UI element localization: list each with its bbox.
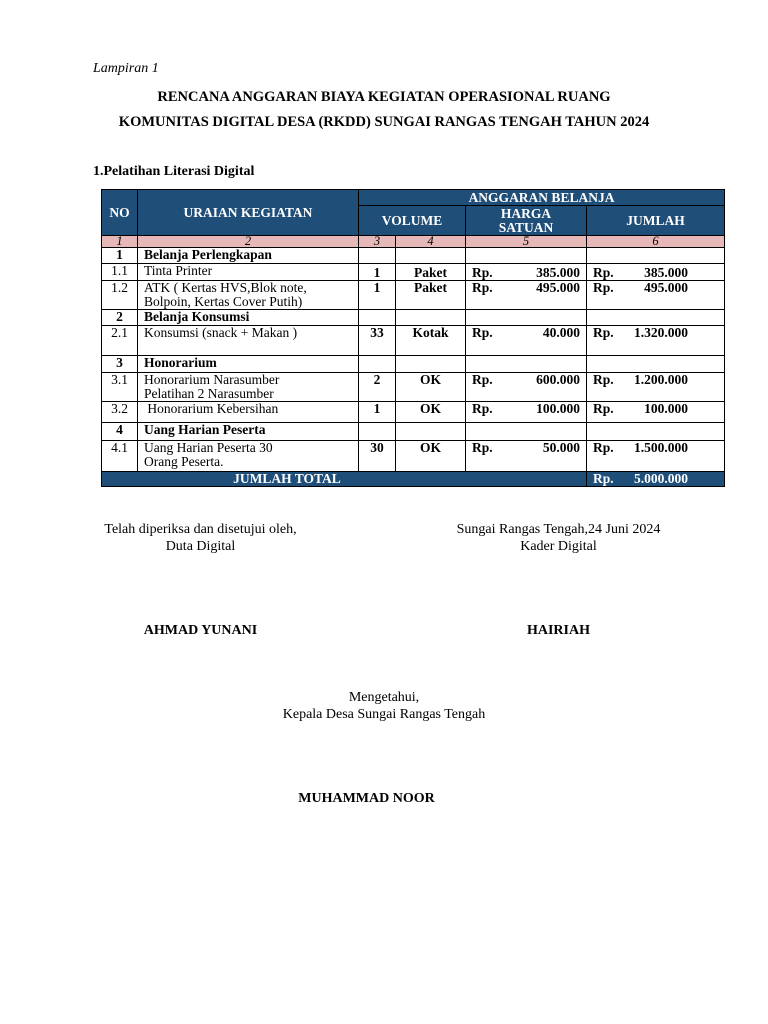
empty-cell [587, 248, 725, 264]
total-row [102, 472, 725, 487]
total-label: JUMLAH TOTAL [102, 472, 587, 487]
row-desc-line: Pelatihan 2 Narasumber [144, 386, 274, 401]
row-total [587, 402, 725, 423]
acknowledgement-text: Mengetahui, [348, 690, 420, 705]
row-desc-line: ATK ( Kertas HVS,Blok note, [144, 280, 307, 295]
signer-name-right: HAIRIAH [526, 623, 590, 638]
place-date: Sungai Rangas Tengah,24 Juni 2024 [456, 522, 661, 537]
row-no: 1.2 [102, 281, 138, 310]
row-no: 4.1 [102, 441, 138, 472]
amount: 40.000 [542, 325, 580, 340]
row-total [587, 281, 725, 310]
row-desc-line: Uang Harian Peserta 30 [144, 440, 273, 455]
header-uraian: URAIAN KEGIATAN [138, 190, 359, 236]
table-row [102, 326, 725, 356]
row-price [466, 402, 587, 423]
empty-cell [359, 423, 396, 441]
table-row [102, 402, 725, 423]
table-row [102, 373, 725, 402]
header-no: NO [102, 190, 138, 236]
row-unit: Kotak [396, 326, 466, 356]
row-price [466, 441, 587, 472]
row-desc: Honorarium Kebersihan [138, 402, 359, 423]
row-price [466, 326, 587, 356]
header-harga-line-1: HARGA [500, 205, 552, 221]
group-label: Uang Harian Peserta [138, 423, 359, 441]
empty-cell [359, 310, 396, 326]
row-unit: Paket [396, 281, 466, 310]
row-no: 1.1 [102, 264, 138, 281]
empty-cell [396, 248, 466, 264]
currency: Rp. [593, 325, 614, 340]
row-no: 3.1 [102, 373, 138, 402]
amount: 100.000 [536, 401, 580, 416]
row-unit: OK [396, 373, 466, 402]
index-cell: 5 [466, 236, 587, 248]
row-no: 3 [102, 356, 138, 373]
amount: 1.320.000 [634, 325, 689, 340]
amount: 1.200.000 [634, 372, 689, 387]
signer-role-right: Kader Digital [520, 539, 597, 554]
row-unit: OK [396, 441, 466, 472]
header-harga-line-2: SATUAN [498, 219, 554, 235]
row-desc [138, 281, 359, 310]
index-cell: 4 [396, 236, 466, 248]
index-cell: 6 [587, 236, 725, 248]
group-label: Honorarium [138, 356, 359, 373]
empty-cell [396, 310, 466, 326]
row-qty: 1 [359, 402, 396, 423]
row-no: 3.2 [102, 402, 138, 423]
acknowledger-role: Kepala Desa Sungai Rangas Tengah [282, 707, 486, 722]
document-title-line-2: KOMUNITAS DIGITAL DESA (RKDD) SUNGAI RANGAS TENGAH TAHUN 2024 [118, 114, 650, 130]
row-total [587, 441, 725, 472]
row-no: 4 [102, 423, 138, 441]
total-value [587, 472, 725, 487]
currency: Rp. [472, 265, 493, 280]
amount: 600.000 [536, 372, 580, 387]
row-qty: 1 [359, 281, 396, 310]
attachment-label: Lampiran 1 [93, 61, 159, 76]
row-total [587, 373, 725, 402]
row-qty: 2 [359, 373, 396, 402]
row-desc-line: Honorarium Narasumber [144, 372, 280, 387]
approval-text: Telah diperiksa dan disetujui oleh, [104, 522, 297, 537]
section-title: 1.Pelatihan Literasi Digital [93, 164, 255, 179]
row-desc-line: Bolpoin, Kertas Cover Putih) [144, 294, 303, 309]
index-cell: 1 [102, 236, 138, 248]
empty-cell [587, 356, 725, 373]
currency: Rp. [472, 401, 493, 416]
table-row [102, 310, 725, 326]
currency: Rp. [472, 372, 493, 387]
currency: Rp. [472, 440, 493, 455]
empty-cell [466, 423, 587, 441]
row-price [466, 373, 587, 402]
amount: 5.000.000 [634, 471, 689, 486]
table-row [102, 281, 725, 310]
group-label: Belanja Perlengkapan [138, 248, 359, 264]
currency: Rp. [472, 280, 493, 295]
empty-cell [587, 310, 725, 326]
empty-cell [396, 423, 466, 441]
amount: 100.000 [644, 401, 689, 416]
empty-cell [359, 356, 396, 373]
table-row [102, 356, 725, 373]
empty-cell [466, 356, 587, 373]
currency: Rp. [472, 325, 493, 340]
signature-block-right [445, 521, 672, 555]
currency: Rp. [593, 401, 614, 416]
header-volume: VOLUME [359, 206, 466, 236]
currency: Rp. [593, 265, 614, 280]
header-harga-satuan [466, 206, 587, 236]
amount: 385.000 [536, 265, 580, 280]
empty-cell [466, 310, 587, 326]
row-total [587, 264, 725, 281]
table-row [102, 423, 725, 441]
signer-name-left: AHMAD YUNANI [143, 623, 258, 638]
row-desc [138, 373, 359, 402]
row-unit: Paket [396, 264, 466, 281]
group-label: Belanja Konsumsi [138, 310, 359, 326]
row-desc: Tinta Printer [138, 264, 359, 281]
empty-cell [466, 248, 587, 264]
amount: 1.500.000 [634, 440, 689, 455]
acknowledger-name: MUHAMMAD NOOR [298, 791, 435, 806]
row-price [466, 281, 587, 310]
table-row [102, 264, 725, 281]
header-anggaran: ANGGARAN BELANJA [359, 190, 725, 206]
currency: Rp. [593, 471, 614, 486]
acknowledgement-block [0, 689, 768, 723]
table-row [102, 248, 725, 264]
row-no: 2 [102, 310, 138, 326]
row-no: 2.1 [102, 326, 138, 356]
row-unit: OK [396, 402, 466, 423]
header-jumlah: JUMLAH [587, 206, 725, 236]
table-row [102, 441, 725, 472]
signer-role-left: Duta Digital [165, 539, 236, 554]
document-title-line-1: RENCANA ANGGARAN BIAYA KEGIATAN OPERASIONAL RUANG [157, 89, 611, 105]
index-cell: 3 [359, 236, 396, 248]
row-desc-line: Orang Peserta. [144, 454, 224, 469]
budget-table [101, 189, 725, 487]
amount: 495.000 [644, 280, 689, 295]
signature-block-left [93, 521, 308, 555]
row-desc: Konsumsi (snack + Makan ) [138, 326, 359, 356]
empty-cell [587, 423, 725, 441]
empty-cell [396, 356, 466, 373]
empty-cell [359, 248, 396, 264]
row-total [587, 326, 725, 356]
row-qty: 1 [359, 264, 396, 281]
row-price [466, 264, 587, 281]
row-qty: 33 [359, 326, 396, 356]
currency: Rp. [593, 440, 614, 455]
currency: Rp. [593, 280, 614, 295]
row-qty: 30 [359, 441, 396, 472]
currency: Rp. [593, 372, 614, 387]
amount: 495.000 [536, 280, 580, 295]
row-desc [138, 441, 359, 472]
amount: 385.000 [644, 265, 689, 280]
amount: 50.000 [542, 440, 580, 455]
row-no: 1 [102, 248, 138, 264]
index-cell: 2 [138, 236, 359, 248]
